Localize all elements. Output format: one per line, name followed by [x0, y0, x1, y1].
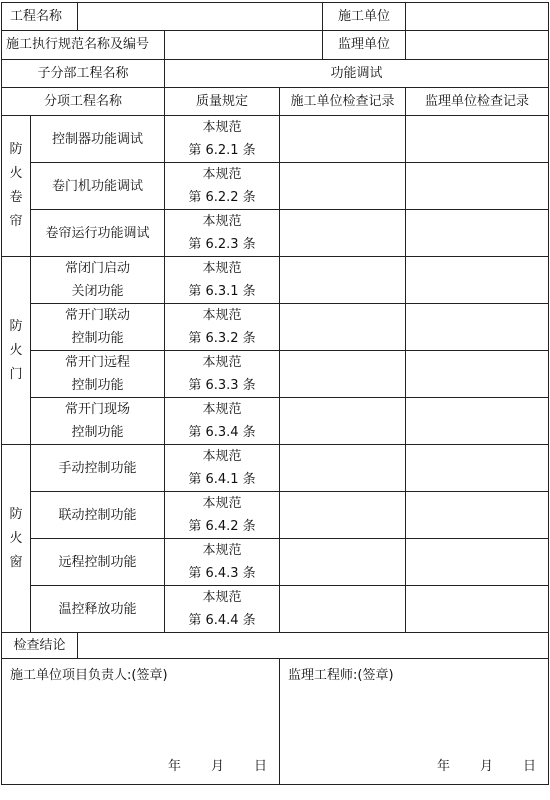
item-name	[31, 351, 165, 398]
group-name-char: 防	[9, 142, 23, 157]
quality-spec-line: 第 6.4.4 条	[188, 613, 256, 628]
quality-spec	[165, 163, 280, 210]
supervision-record-cell[interactable]	[406, 586, 549, 633]
supervision-record-cell[interactable]	[406, 116, 549, 163]
supervision-record-cell[interactable]	[406, 445, 549, 492]
group-name	[2, 257, 31, 445]
group-name-char: 窗	[9, 554, 23, 570]
item-name	[31, 304, 165, 351]
group-name-char: 火	[9, 342, 23, 358]
group-name	[2, 445, 31, 633]
quality-spec-line: 第 6.4.3 条	[188, 566, 256, 581]
date-year-label: 年	[167, 759, 181, 774]
quality-spec-line: 本规范	[202, 543, 242, 558]
quality-spec	[165, 398, 280, 445]
quality-spec	[165, 304, 280, 351]
sub-project-label: 子分部工程名称	[2, 60, 165, 88]
sub-project-value: 功能调试	[165, 60, 549, 88]
construction-manager-signature-label: 施工单位项目负责人:(签章)	[10, 668, 168, 683]
quality-spec-line: 本规范	[202, 167, 242, 182]
item-name	[31, 116, 165, 163]
column-header-construction-record: 施工单位检查记录	[280, 88, 406, 116]
item-name-line: 常闭门启动	[65, 261, 131, 276]
item-name-line: 远程控制功能	[58, 554, 137, 570]
item-name-line: 常开门远程	[65, 355, 131, 370]
group-name-char: 门	[9, 366, 23, 382]
quality-spec	[165, 257, 280, 304]
supervision-engineer-signature-label: 监理工程师:(签章)	[288, 668, 394, 683]
construction-record-cell[interactable]	[280, 304, 406, 351]
conclusion-value[interactable]	[78, 633, 549, 659]
construction-record-cell[interactable]	[280, 163, 406, 210]
item-name	[31, 492, 165, 539]
quality-spec-line: 第 6.3.2 条	[188, 331, 256, 346]
group-name-char: 火	[9, 166, 23, 181]
quality-spec-line: 第 6.2.3 条	[188, 237, 256, 252]
quality-spec	[165, 539, 280, 586]
quality-spec-line: 本规范	[202, 402, 242, 417]
construction-manager-signature[interactable]	[2, 659, 280, 785]
quality-spec-line: 第 6.3.4 条	[188, 425, 256, 440]
conclusion-row	[2, 633, 549, 659]
item-name	[31, 257, 165, 304]
quality-spec	[165, 210, 280, 257]
group-name-char: 防	[9, 318, 23, 334]
inspection-table	[1, 2, 549, 785]
quality-spec	[165, 492, 280, 539]
supervision-record-cell[interactable]	[406, 163, 549, 210]
construction-record-cell[interactable]	[280, 539, 406, 586]
quality-spec	[165, 586, 280, 633]
construction-record-cell[interactable]	[280, 586, 406, 633]
item-name	[31, 210, 165, 257]
quality-spec-line: 本规范	[202, 355, 242, 370]
construction-unit-value[interactable]	[406, 3, 549, 31]
date-day-label: 日	[523, 759, 537, 774]
supervision-unit-value[interactable]	[406, 31, 549, 60]
table-row	[2, 257, 549, 304]
conclusion-label: 检查结论	[2, 633, 78, 659]
item-name-line: 联动控制功能	[58, 507, 137, 523]
construction-record-cell[interactable]	[280, 351, 406, 398]
item-name-line: 温控释放功能	[58, 601, 137, 617]
item-name	[31, 539, 165, 586]
supervision-engineer-signature[interactable]	[280, 659, 549, 785]
supervision-record-cell[interactable]	[406, 304, 549, 351]
item-name	[31, 445, 165, 492]
quality-spec	[165, 351, 280, 398]
group-name-char: 卷	[9, 190, 23, 205]
table-row	[2, 492, 549, 539]
quality-spec-line: 本规范	[202, 120, 242, 135]
table-row	[2, 304, 549, 351]
quality-spec-line: 第 6.2.2 条	[188, 190, 256, 205]
item-name-line: 控制功能	[71, 425, 124, 440]
quality-spec-line: 第 6.3.3 条	[188, 378, 256, 393]
table-row	[2, 586, 549, 633]
construction-record-cell[interactable]	[280, 116, 406, 163]
supervision-record-cell[interactable]	[406, 539, 549, 586]
date-day-label: 日	[254, 759, 268, 774]
construction-record-cell[interactable]	[280, 210, 406, 257]
quality-spec-line: 第 6.4.1 条	[188, 472, 256, 487]
item-name	[31, 398, 165, 445]
item-name-line: 控制器功能调试	[52, 131, 144, 147]
construction-unit-label: 施工单位	[323, 3, 406, 31]
group-name-char: 帘	[9, 214, 23, 229]
table-row	[2, 116, 549, 163]
item-name	[31, 586, 165, 633]
quality-spec-line: 本规范	[202, 590, 242, 605]
quality-spec-line: 本规范	[202, 496, 242, 511]
table-row	[2, 539, 549, 586]
item-name-line: 常开门现场	[65, 402, 131, 417]
column-header-item: 分项工程名称	[2, 88, 165, 116]
quality-spec-line: 第 6.3.1 条	[188, 284, 256, 299]
item-name-line: 手动控制功能	[58, 460, 137, 476]
table-row	[2, 210, 549, 257]
quality-spec	[165, 116, 280, 163]
column-header-quality: 质量规定	[165, 88, 280, 116]
construction-record-cell[interactable]	[280, 445, 406, 492]
item-name	[31, 163, 165, 210]
project-name-value[interactable]	[78, 3, 323, 31]
date-year-label: 年	[436, 759, 450, 774]
supervision-record-cell[interactable]	[406, 257, 549, 304]
construction-record-cell[interactable]	[280, 398, 406, 445]
table-row	[2, 351, 549, 398]
signature-row	[2, 659, 549, 785]
project-name-label: 工程名称	[2, 3, 78, 31]
quality-spec-line: 本规范	[202, 449, 242, 464]
quality-spec-line: 本规范	[202, 308, 242, 323]
supervision-record-cell[interactable]	[406, 210, 549, 257]
supervision-unit-label: 监理单位	[323, 31, 406, 60]
signature-date	[168, 756, 267, 778]
item-name-line: 关闭功能	[71, 284, 124, 299]
column-header-supervision-record: 监理单位检查记录	[406, 88, 549, 116]
date-month-label: 月	[480, 759, 494, 774]
signature-date	[437, 756, 536, 778]
quality-spec	[165, 445, 280, 492]
column-header-row	[2, 88, 549, 116]
group-name-char: 火	[9, 530, 23, 546]
item-name-line: 控制功能	[71, 378, 124, 393]
item-name-line: 卷门机功能调试	[52, 178, 144, 194]
table-row	[2, 445, 549, 492]
supervision-record-cell[interactable]	[406, 492, 549, 539]
supervision-record-cell[interactable]	[406, 398, 549, 445]
spec-value[interactable]	[165, 31, 323, 60]
construction-record-cell[interactable]	[280, 257, 406, 304]
spec-label: 施工执行规范名称及编号	[2, 31, 165, 60]
quality-spec-line: 本规范	[202, 214, 242, 229]
group-name-char: 防	[9, 506, 23, 522]
group-name	[2, 116, 31, 257]
item-name-line: 控制功能	[71, 331, 124, 346]
quality-spec-line: 第 6.2.1 条	[188, 143, 256, 158]
item-name-line: 常开门联动	[65, 308, 131, 323]
quality-spec-line: 第 6.4.2 条	[188, 519, 256, 534]
table-row	[2, 163, 549, 210]
table-row	[2, 398, 549, 445]
quality-spec-line: 本规范	[202, 261, 242, 276]
construction-record-cell[interactable]	[280, 492, 406, 539]
date-month-label: 月	[210, 759, 224, 774]
supervision-record-cell[interactable]	[406, 351, 549, 398]
item-name-line: 卷帘运行功能调试	[45, 225, 150, 241]
